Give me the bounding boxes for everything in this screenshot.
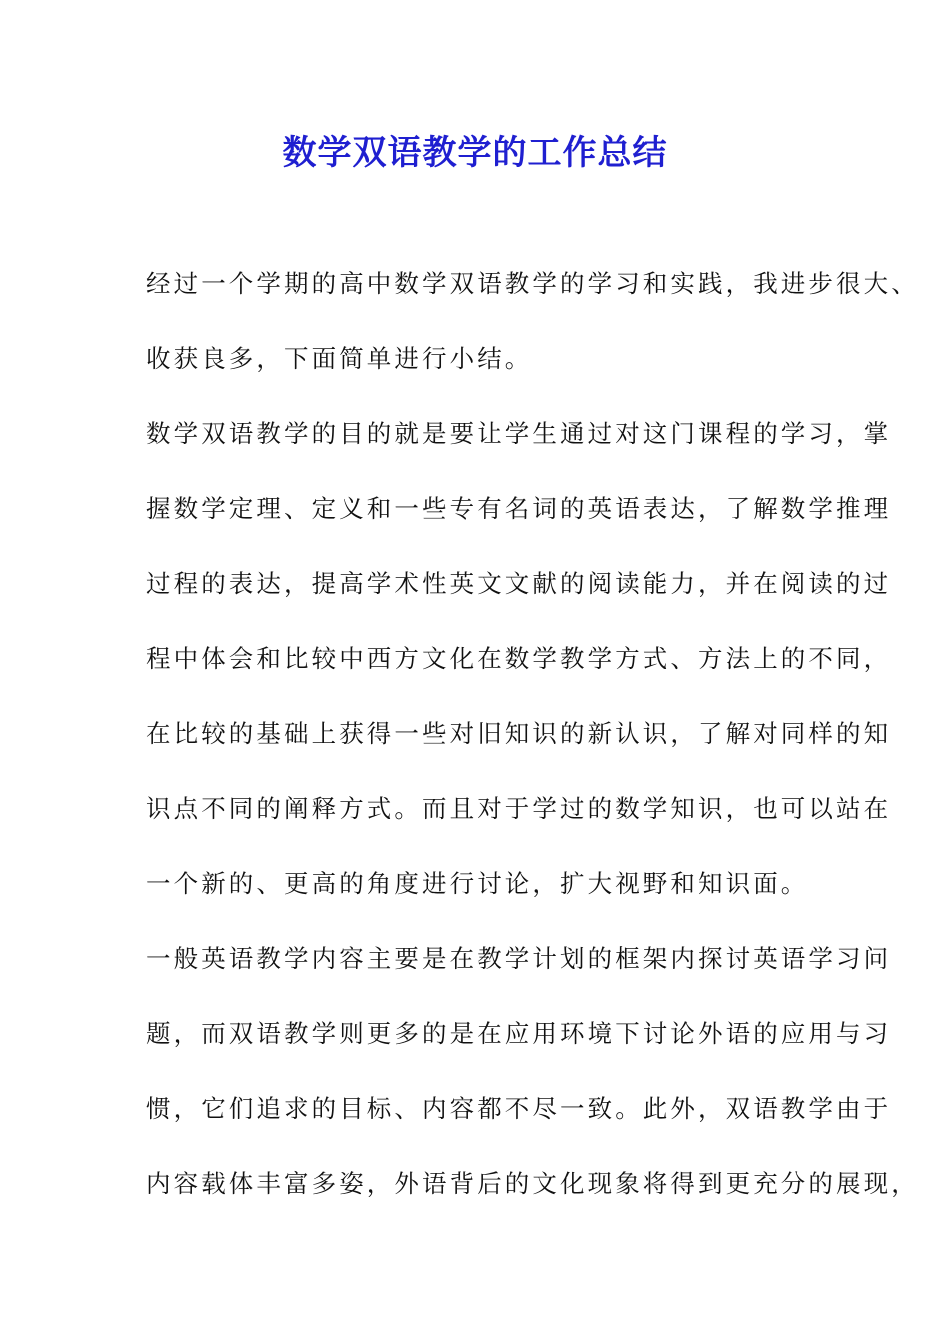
- body-line: 内容载体丰富多姿，外语背后的文化现象将得到更充分的展现，: [146, 1169, 919, 1198]
- body-line: 收获良多，下面简单进行小结。: [146, 344, 533, 373]
- body-line: 一个新的、更高的角度进行讨论，扩大视野和知识面。: [146, 869, 809, 898]
- body-line: 惯，它们追求的目标、内容都不尽一致。此外，双语教学由于: [146, 1094, 892, 1123]
- body-line: 在比较的基础上获得一些对旧知识的新认识，了解对同样的知: [146, 719, 892, 748]
- body-line: 数学双语教学的目的就是要让学生通过对这门课程的学习，掌: [146, 419, 892, 448]
- body-line: 经过一个学期的高中数学双语教学的学习和实践，我进步很大、: [146, 269, 919, 298]
- body-line: 程中体会和比较中西方文化在数学教学方式、方法上的不同，: [146, 644, 892, 673]
- body-line: 题，而双语教学则更多的是在应用环境下讨论外语的应用与习: [146, 1019, 892, 1048]
- document-title: 数学双语教学的工作总结: [282, 133, 668, 173]
- body-line: 识点不同的阐释方式。而且对于学过的数学知识，也可以站在: [146, 794, 892, 823]
- body-line: 一般英语教学内容主要是在教学计划的框架内探讨英语学习问: [146, 944, 892, 973]
- body-line: 握数学定理、定义和一些专有名词的英语表达，了解数学推理: [146, 494, 892, 523]
- body-line: 过程的表达，提高学术性英文文献的阅读能力，并在阅读的过: [146, 569, 892, 598]
